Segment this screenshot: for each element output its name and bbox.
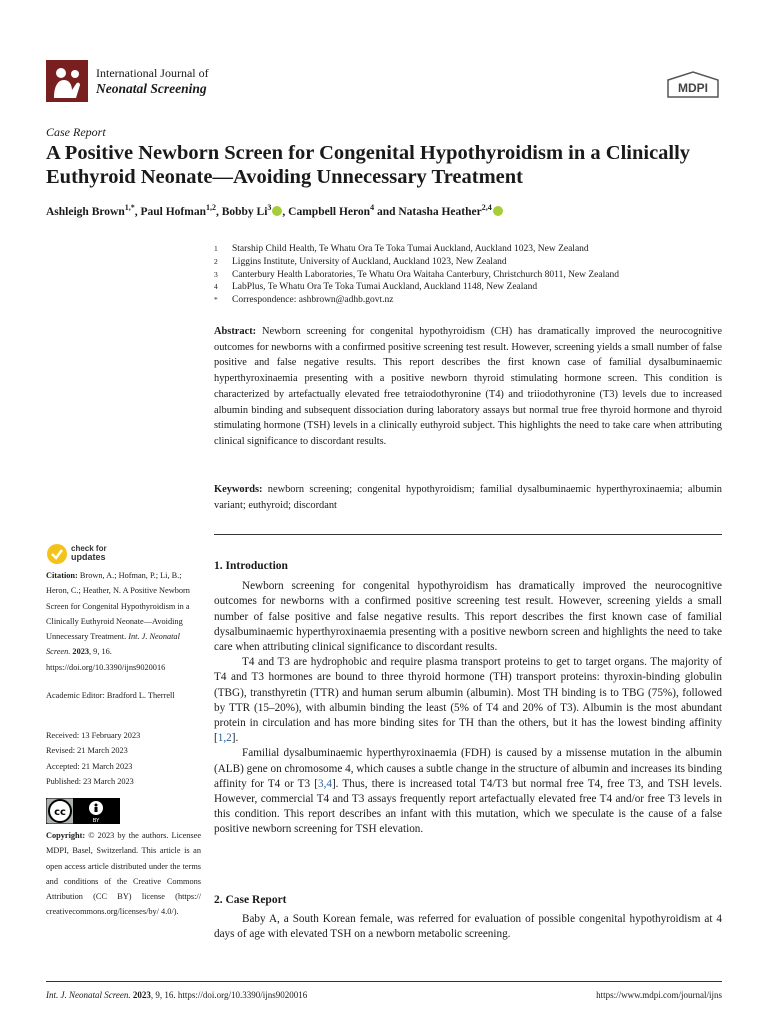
author-name[interactable]: Ashleigh Brown	[46, 205, 125, 218]
correspondence	[214, 294, 619, 307]
affiliation-item	[214, 243, 619, 256]
paragraph: Baby A, a South Korean female, was referred for evaluation of possible congenital hypothyroidism at 4 days of age with elevated TSH on a newborn metabolic screening.	[214, 913, 722, 941]
cc-by-license-icon[interactable]	[46, 798, 120, 824]
author-affil-sup: 3	[267, 203, 272, 212]
author-separator: ,	[134, 205, 141, 218]
keywords	[214, 482, 722, 513]
paragraph-text: ].	[231, 732, 239, 745]
section-case-report	[214, 893, 722, 943]
abstract	[214, 324, 722, 450]
check-for-updates-icon	[46, 543, 68, 565]
journal-name-line1: International Journal of	[96, 66, 209, 80]
academic-editor: Academic Editor: Bradford L. Therrell	[46, 691, 175, 700]
author-affil-sup: 1,*	[124, 203, 135, 212]
author-list	[46, 203, 736, 218]
article-type: Case Report	[46, 125, 106, 139]
published-date: Published: 23 March 2023	[46, 776, 134, 786]
paragraph	[214, 655, 722, 746]
citation-text: Brown, A.; Hofman, P.; Li, B.; Heron, C.; Heather, N. A Positive Newborn Screen for Congenital Hypothyroidism in a Clinically Euthyroid Neonate—Avoiding Unnecessary Treatment.	[46, 571, 190, 642]
author-separator: ,	[282, 205, 289, 218]
svg-text:cc: cc	[54, 807, 66, 818]
affiliation-number: *	[214, 295, 218, 305]
citation-doi-link[interactable]: https://doi.org/10.3390/ijns9020016	[46, 662, 166, 672]
author-separator: and	[374, 205, 399, 218]
check-for-updates-line2: updates	[71, 552, 106, 562]
paragraph: Newborn screening for congenital hypothyroidism has dramatically improved the neurocognitive outcomes for newborns with a confirmed positive screening test result. However, screening yields a small number of false positive and false negative results. This report describes the first known case of familial dysalbuminaemic hyperthyroxinaemia presenting with a positive newborn screen and highlights the need to take care when attributing clinical significance to discordant results.	[214, 580, 722, 654]
orcid-icon[interactable]	[493, 206, 503, 216]
affiliation-text: LabPlus, Te Whatu Ora Te Toka Tumai Auckland, Auckland 1148, New Zealand	[232, 282, 538, 293]
abstract-label: Abstract:	[214, 326, 257, 337]
citation-volume: , 9, 16.	[89, 647, 112, 657]
footer-divider	[46, 981, 722, 982]
section-heading: 1. Introduction	[214, 560, 288, 572]
correspondence-text[interactable]: Correspondence: ashbrown@adhb.govt.nz	[232, 295, 394, 306]
author-affil-sup: 2,4	[481, 203, 492, 212]
mdpi-logo-icon[interactable]	[664, 70, 722, 100]
dates-block	[46, 728, 201, 789]
copyright-text: © 2023 by the authors. Licensee MDPI, Basel, Switzerland. This article is an open access article distributed under the terms and conditions of the Creative Commons Attribution (CC BY) license (https:// creativecommons.org/licenses/by/ 4.0/).	[46, 831, 202, 917]
affiliations	[214, 243, 619, 307]
journal-logo-icon	[46, 60, 88, 102]
citation-journal: Int. J. Neonatal Screen.	[46, 632, 180, 657]
footer-citation	[46, 990, 307, 1000]
affiliation-item	[214, 256, 619, 269]
paragraph-text: ]. Thus, there is increased total T4/T3 but normal free T4, free T3, and TSH levels. However, commercial T4 and T3 assays frequently report artefactually elevated free T4 and/or free T3 levels in this condition. This report describes an infant with this mutation, which we speculate is the cause of a false positive newborn screening for TSH elevation.	[214, 777, 722, 836]
citation-year: 2023	[72, 647, 90, 657]
reference-link[interactable]: 3,4	[317, 777, 332, 790]
affiliation-number: 2	[214, 256, 218, 266]
check-for-updates-line1: check for	[71, 544, 107, 553]
received-date: Received: 13 February 2023	[46, 731, 141, 740]
author-affil-sup: 1,2	[205, 203, 216, 212]
affiliation-item	[214, 269, 619, 282]
affiliation-text: Liggins Institute, University of Auckland, Auckland 1023, New Zealand	[232, 256, 507, 267]
affiliation-item	[214, 281, 619, 294]
article-title: A Positive Newborn Screen for Congenital Hypothyroidism in a Clinically Euthyroid Neonate—Avoiding Unnecessary Treatment	[46, 142, 691, 188]
affiliation-text: Starship Child Health, Te Whatu Ora Te Toka Tumai Auckland, Auckland 1023, New Zealand	[232, 244, 589, 254]
affiliation-text: Canterbury Health Laboratories, Te Whatu Ora Waitaha Canterbury, Christchurch 8011, New Zealand	[232, 269, 619, 280]
accepted-date: Accepted: 21 March 2023	[46, 761, 133, 771]
check-for-updates-button[interactable]	[46, 543, 126, 567]
abstract-divider	[214, 534, 722, 535]
author-name[interactable]: Bobby Li	[221, 205, 268, 218]
copyright-label: Copyright:	[46, 831, 86, 840]
keywords-label: Keywords:	[214, 484, 263, 495]
section-introduction	[214, 559, 722, 838]
affiliation-number: 1	[214, 244, 218, 253]
journal-name	[96, 66, 209, 96]
footer-doi[interactable]: , 9, 16. https://doi.org/10.3390/ijns9020016	[150, 990, 308, 1000]
revised-date: Revised: 21 March 2023	[46, 746, 128, 756]
section-heading: 2. Case Report	[214, 894, 287, 906]
footer-journal: Int. J. Neonatal Screen.	[46, 990, 131, 1000]
footer-year: 2023	[132, 990, 151, 1000]
author-name[interactable]: Natasha Heather	[398, 205, 482, 218]
author-separator: ,	[215, 205, 222, 218]
cc-by-label: BY	[92, 818, 100, 824]
copyright-block	[46, 828, 201, 920]
affiliation-number: 3	[214, 269, 218, 279]
mdpi-logo-text: MDPI	[678, 81, 708, 95]
journal-name-line2: Neonatal Screening	[96, 81, 207, 96]
paragraph-text: T4 and T3 are hydrophobic and require plasma transport proteins to get to target organs. The majority of T4 and T3 hormones are bound to three thyroid hormone (TH) transport proteins: thyroxin-binding globulin (TBG), transthyretin (TTR) and human serum albumin (albumin). Most TH binding is to TBG (75%), followed by TTR (15–20%), with albumin binding the least (5% of T4 and 20% of T3). Albumin is the most abundant protein in circulation and has more binding sites for TH than the others, but it has the lowest binding affinity [	[214, 656, 722, 745]
author-name[interactable]: Campbell Heron	[288, 205, 371, 218]
footer-journal-url[interactable]: https://www.mdpi.com/journal/ijns	[596, 990, 722, 1000]
reference-link[interactable]: 1,2	[217, 732, 232, 745]
citation-label: Citation:	[46, 571, 78, 580]
affiliation-number: 4	[214, 282, 218, 292]
paragraph	[214, 746, 722, 837]
keywords-text: newborn screening; congenital hypothyroidism; familial dysalbuminaemic hyperthyroxinaemia; albumin variant; euthyroid; discordant	[214, 484, 722, 511]
author-affil-sup: 4	[370, 203, 375, 212]
abstract-text: Newborn screening for congenital hypothyroidism (CH) has dramatically improved the neurocognitive outcomes for newborns with a confirmed positive screening test result. However, screening yields a small number of false positive and false negative results. This report describes the first known case of familial dysalbuminaemic hyperthyroxinaemia presenting with a positive newborn thyroid stimulating hormone screen. This condition is characterized by artefactually elevated free tetraiodothyronine (T4) and triiodothyronine (T3) levels due to increased albumin binding and subsequent dissociation during laboratory assays but normal true free thyroid hormone and thyroid stimulating hormone (TSH) levels in a clinically euthyroid subject. This highlights the need to take care when attributing clinical significance to discordant results.	[214, 326, 722, 447]
author-name[interactable]: Paul Hofman	[140, 205, 206, 218]
citation-block	[46, 568, 201, 675]
orcid-icon[interactable]	[272, 206, 282, 216]
paragraph-text: Familial dysalbuminaemic hyperthyroxinaemia (FDH) is caused by a missense mutation in the albumin (ALB) gene on chromosome 4, which causes a subtle change in the structure of albumin and increases its binding affinity for T4 or T3 [	[214, 747, 722, 790]
